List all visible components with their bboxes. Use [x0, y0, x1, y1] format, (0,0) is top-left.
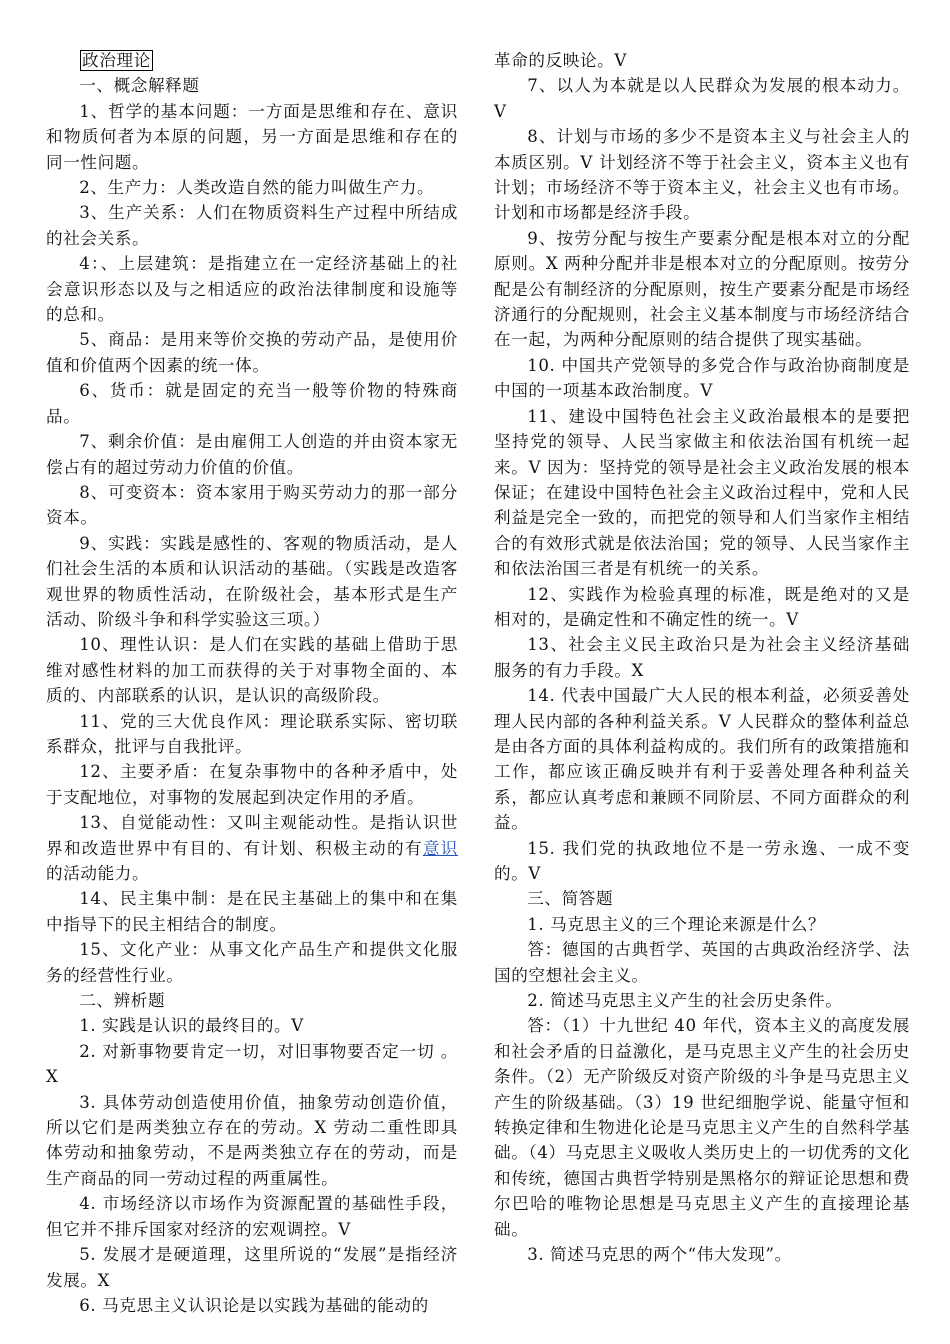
concept-item: 10、理性认识：是人们在实践的基础上借助于思维对感性材料的加工而获得的关于对事物全面的、本质的、内部联系的认识，是认识的高级阶段。: [46, 635, 458, 706]
document-title-line: [46, 48, 458, 73]
concept-text: 的活动能力。: [46, 864, 150, 883]
analysis-item: 13、社会主义民主政治只是为社会主义经济基础服务的有力手段。X: [494, 635, 910, 680]
concept-item: 15、文化产业：从事文化产品生产和提供文化服务的经营性行业。: [46, 940, 458, 985]
analysis-item: 12、实践作为检验真理的标准，既是绝对的又是相对的，是确定性和不确定性的统一。V: [494, 584, 910, 629]
question: 2. 简述马克思主义产生的社会历史条件。: [527, 991, 843, 1011]
analysis-item: 8、计划与市场的多少不是资本主义与社会主人的本质区别。V 计划经济不等于社会主义，资本主义也有计划；市场经济不等于资本主义，社会主义也有市场。计划和市场都是经济手段。: [494, 127, 910, 223]
analysis-item: 5. 发展才是硬道理，这里所说的“发展”是指经济发展。X: [46, 1245, 458, 1290]
analysis-item: 7、以人为本就是以人民群众为发展的根本动力。V: [494, 76, 910, 121]
analysis-item: 15. 我们党的执政地位不是一劳永逸、一成不变的。V: [494, 838, 910, 883]
question: 3. 简述马克思的两个“伟大发现”。: [527, 1245, 792, 1265]
concept-item: 1、哲学的基本问题：一方面是思维和存在、意识和物质何者为本原的问题，另一方面是思维和存在的同一性问题。: [46, 101, 458, 172]
right-column: [494, 48, 910, 1268]
concept-item: 11、党的三大优良作风：理论联系实际、密切联系群众，批评与自我批评。: [46, 711, 458, 756]
analysis-item-continued: 革命的反映论。V: [494, 51, 627, 70]
analysis-item: 2. 对新事物要肯定一切，对旧事物要否定一切 。X: [46, 1041, 458, 1087]
concept-item: 12、主要矛盾：在复杂事物中的各种矛盾中，处于支配地位，对事物的发展起到决定作用的矛盾。: [46, 762, 458, 807]
concept-item: 9、实践：实践是感性的、客观的物质活动，是人们社会生活的本质和认识活动的基础。（实践是改造客观世界的物质性活动，在阶级社会，基本形式是生产活动、阶级斗争和科学实验这三项。）: [46, 533, 458, 629]
analysis-item: 6. 马克思主义认识论是以实践为基础的能动的: [79, 1295, 429, 1315]
question: 1. 马克思主义的三个理论来源是什么？: [527, 914, 826, 934]
document-title: 政治理论: [82, 51, 151, 70]
concept-item: 2、生产力：人类改造自然的能力叫做生产力。: [79, 178, 435, 198]
section-heading-short-answer: 三、简答题: [527, 889, 614, 909]
concept-item: 6、货币：就是固定的充当一般等价物的特殊商品。: [46, 381, 458, 426]
answer: 答：（1）十九世纪 40 年代，资本主义的高度发展和社会矛盾的日益激化，是马克思主义产生的社会历史条件。（2）无产阶级反对资产阶级的斗争是马克思主义产生的阶级基础。（3）19 世纪细胞学说、能量守恒和转换定律和生物进化论是马克思主义产生的自然科学基础。（4）马克思主义吸收人类历史上的一切优秀的文化和传统，德国古典哲学特别是黑格尔的辩证论思想和费尔巴哈的唯物论思想是马克思主义产生的直接理论基础。: [494, 1016, 910, 1239]
concept-text: 13、自觉能动性：又叫主观能动性。是指认识世界和改造世界中有目的、有计划、积极主动的有: [46, 813, 458, 858]
analysis-item: 10. 中国共产党领导的多党合作与政治协商制度是中国的一项基本政治制度。V: [494, 355, 910, 401]
left-column: [46, 48, 458, 1318]
concept-item: 5、商品：是用来等价交换的劳动产品，是使用价值和价值两个因素的统一体。: [46, 330, 458, 375]
analysis-item: 3. 具体劳动创造使用价值，抽象劳动创造价值，所以它们是两类独立存在的劳动。X 劳动二重性即具体劳动和抽象劳动，不是两类独立存在的劳动，而是生产商品的同一劳动过程的两重属性。: [46, 1092, 458, 1188]
concept-item: 14、民主集中制：是在民主基础上的集中和在集中指导下的民主相结合的制度。: [46, 889, 458, 934]
concept-item: 7、剩余价值：是由雇佣工人创造的并由资本家无偿占有的超过劳动力价值的价值。: [46, 432, 458, 477]
analysis-item: 4. 市场经济以市场作为资源配置的基础性手段，但它并不排斥国家对经济的宏观调控。V: [46, 1194, 458, 1239]
concept-item: [46, 810, 458, 886]
analysis-item: 11、建设中国特色社会主义政治最根本的是要把坚持党的领导、人民当家做主和依法治国有机统一起来。V 因为：坚持党的领导是社会主义政治发展的根本保证；在建设中国特色社会主义政治过程中，党和人民利益是完全一致的，而把党的领导和人们当家作主相结合的有效形式就是依法治国；党的领导、人民当家作主和依法治国三者是有机统一的关系。: [494, 406, 910, 579]
analysis-item: 1. 实践是认识的最终目的。V: [79, 1016, 304, 1036]
concept-item: 3、生产关系：人们在物质资料生产过程中所结成的社会关系。: [46, 203, 458, 248]
analysis-item: 9、按劳分配与按生产要素分配是根本对立的分配原则。X 两种分配并非是根本对立的分配原则。按劳分配是公有制经济的分配原则，按生产要素分配是市场经济通行的分配规则，社会主义基本制度与市场经济结合在一起，为两种分配原则的结合提供了现实基础。: [494, 228, 910, 350]
section-heading-concepts: 一、概念解释题: [79, 76, 200, 96]
answer: 答：德国的古典哲学、英国的古典政治经济学、法国的空想社会主义。: [494, 940, 910, 985]
concept-item: 4：、上层建筑：是指建立在一定经济基础上的社会意识形态以及与之相适应的政治法律制度和设施等的总和。: [46, 254, 458, 325]
analysis-item: 14. 代表中国最广大人民的根本利益，必须妥善处理人民内部的各种利益关系。V 人民群众的整体利益总是由各方面的具体利益构成的。我们所有的政策措施和工作，都应该正确反映并有利于妥善处理各种利益关系，都应认真考虑和兼顾不同阶层、不同方面群众的利益。: [494, 686, 910, 833]
consciousness-link[interactable]: 意识: [422, 838, 458, 858]
section-heading-analysis: 二、辨析题: [79, 991, 166, 1011]
concept-item: 8、可变资本：资本家用于购买劳动力的那一部分资本。: [46, 482, 458, 528]
